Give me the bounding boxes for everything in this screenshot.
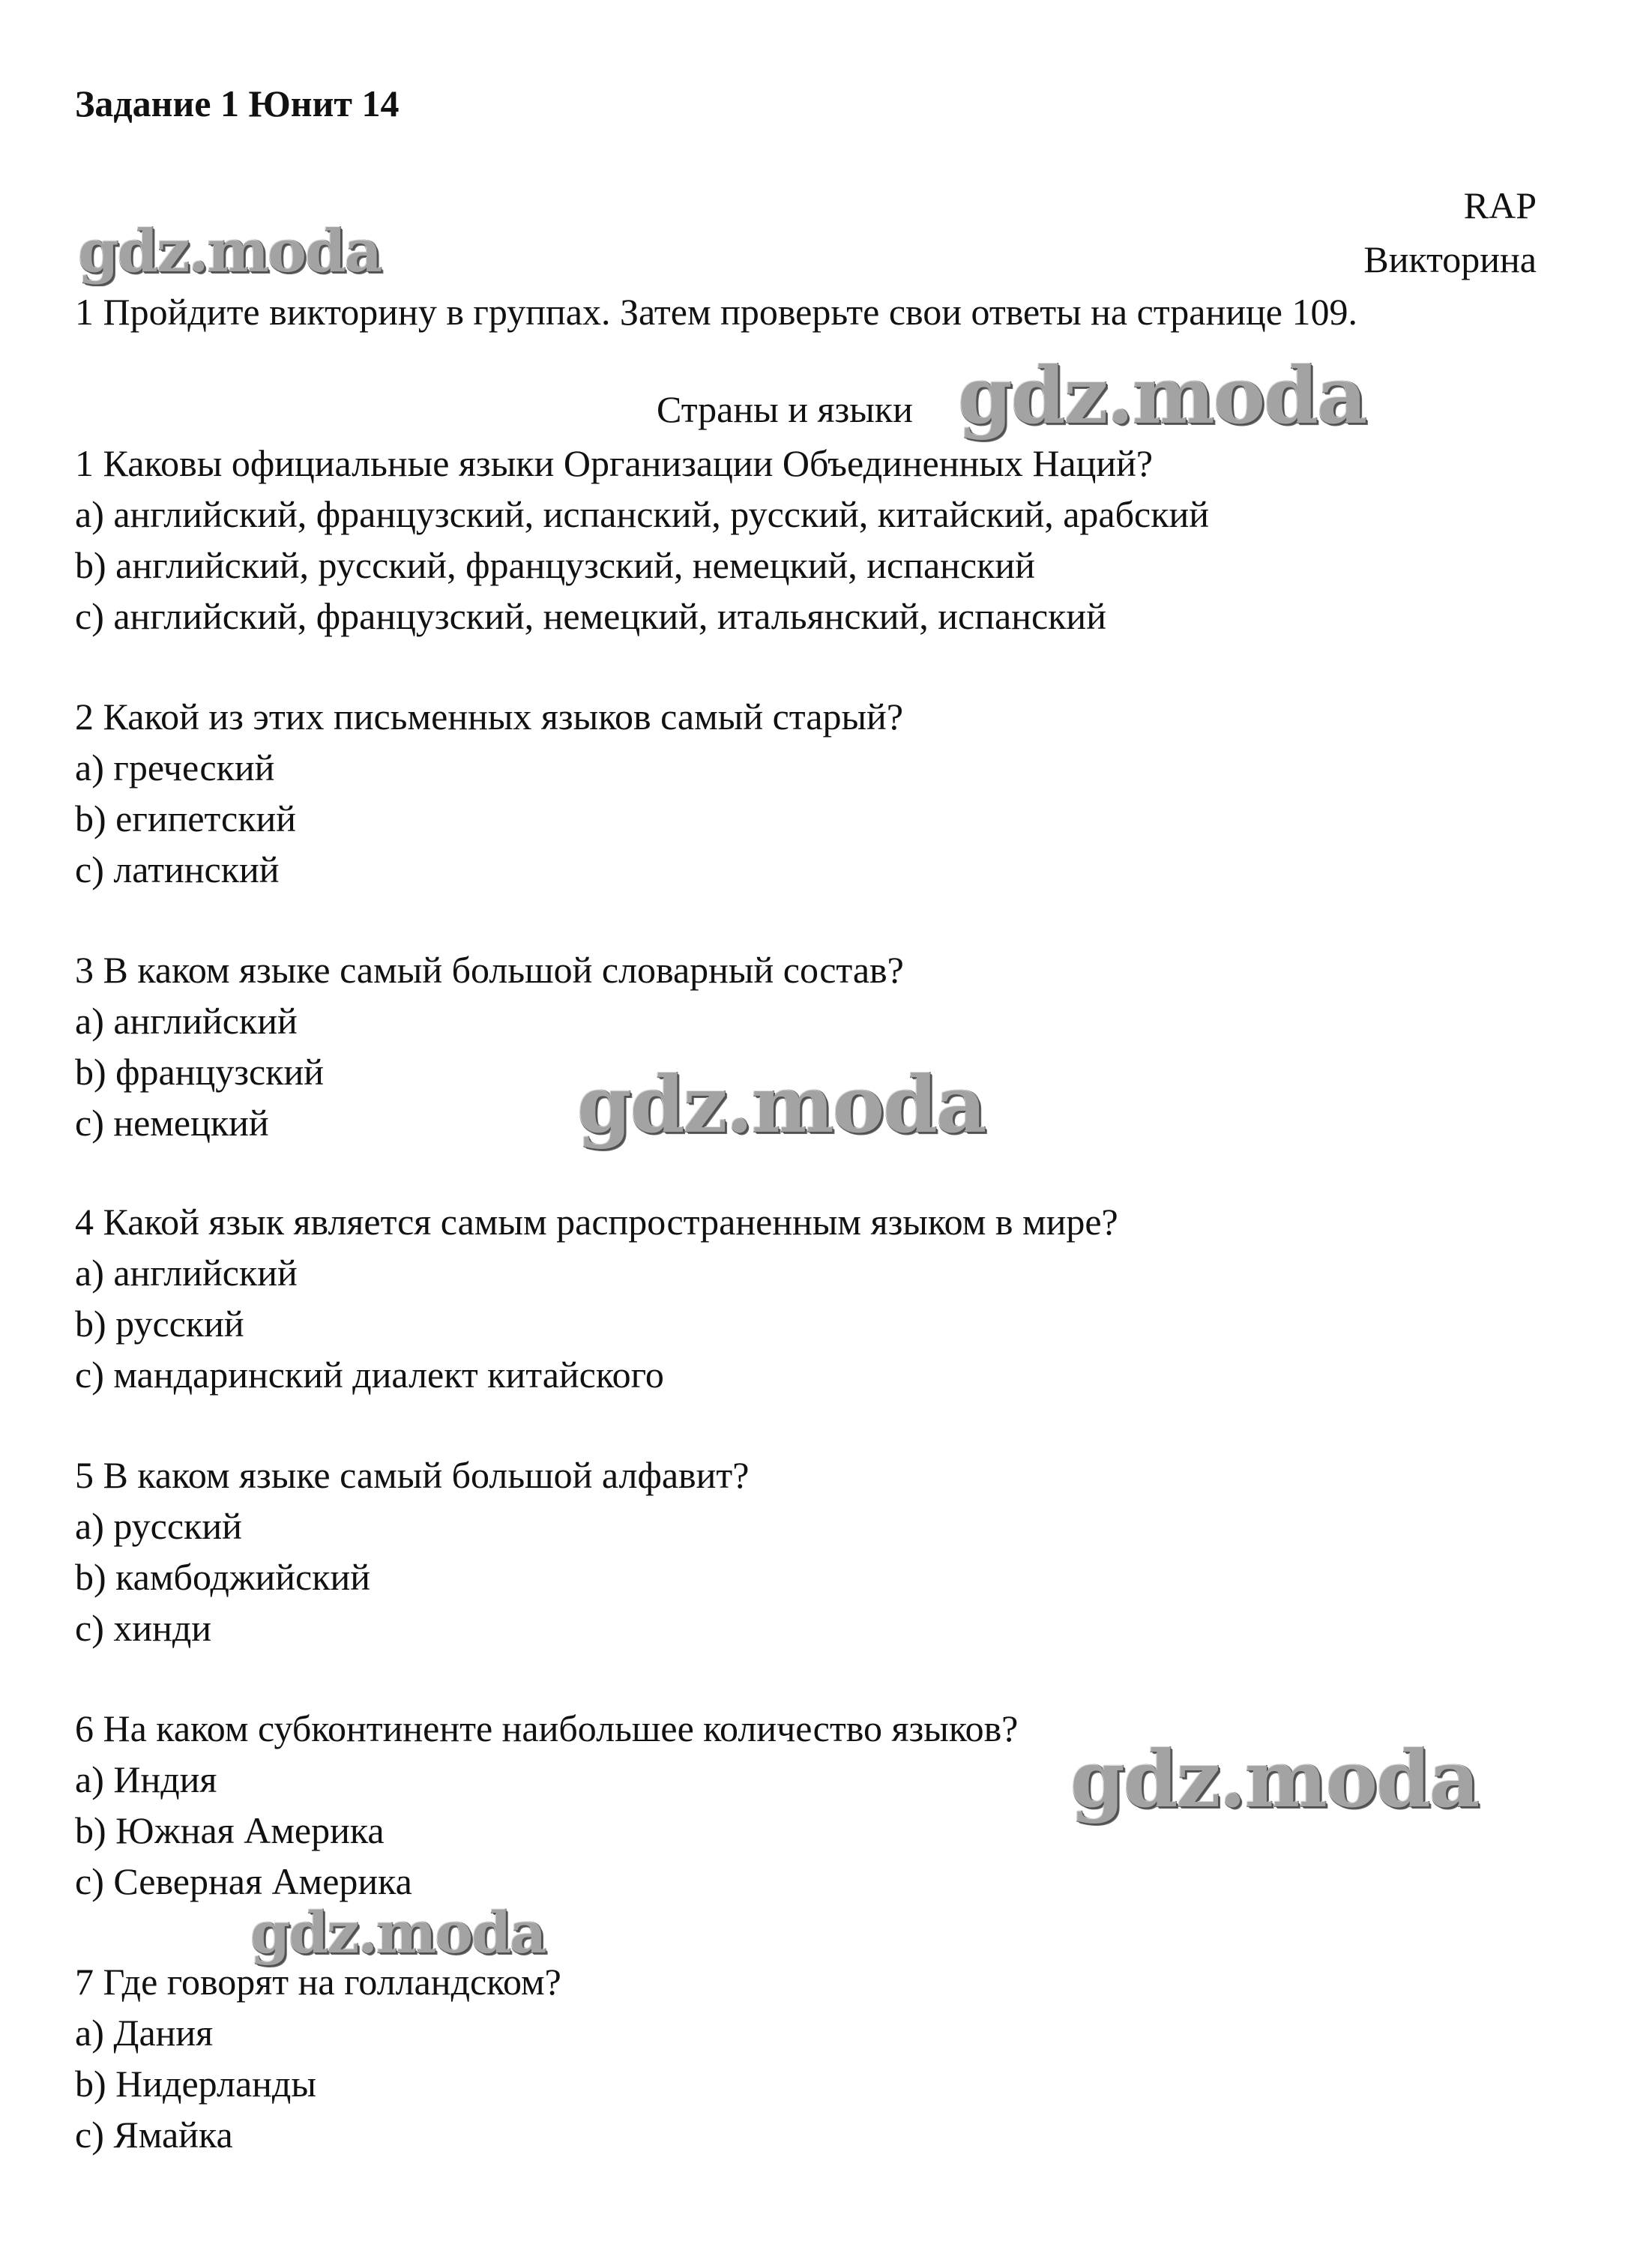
answer-option: a) английский: [75, 1252, 298, 1294]
answer-option: c) латинский: [75, 848, 280, 890]
quiz-label: Викторина: [1363, 238, 1537, 280]
watermark-logo: gdz.moda: [577, 1058, 986, 1150]
task-heading: Задание 1 Юнит 14: [75, 82, 400, 124]
answer-option: c) хинди: [75, 1607, 212, 1649]
watermark-logo: gdz.moda: [78, 217, 382, 286]
instruction-text: 1 Пройдите викторину в группах. Затем проверьте свои ответы на странице 109.: [75, 291, 1357, 333]
question-text: 2 Какой из этих письменных языков самый старый?: [75, 696, 904, 738]
question-text: 6 На каком субконтиненте наибольшее количество языков?: [75, 1707, 1019, 1749]
rap-label: RAP: [1463, 184, 1537, 226]
question-text: 1 Каковы официальные языки Организации Объединенных Наций?: [75, 442, 1154, 484]
watermark-logo: gdz.moda: [958, 349, 1366, 441]
answer-option: b) камбоджийский: [75, 1556, 371, 1598]
question-text: 5 В каком языке самый большой алфавит?: [75, 1454, 750, 1496]
answer-option: c) английский, французский, немецкий, итальянский, испанский: [75, 595, 1106, 637]
answer-option: a) английский, французский, испанский, русский, китайский, арабский: [75, 493, 1210, 535]
watermark-logo: gdz.moda: [250, 1899, 546, 1966]
answer-option: b) Южная Америка: [75, 1809, 385, 1851]
question-text: 4 Какой язык является самым распространенным языком в мире?: [75, 1201, 1118, 1243]
answer-option: b) французский: [75, 1051, 325, 1093]
watermark-logo: gdz.moda: [1070, 1733, 1479, 1825]
answer-option: a) греческий: [75, 747, 275, 788]
answer-option: b) русский: [75, 1303, 244, 1345]
answer-option: c) немецкий: [75, 1102, 269, 1144]
answer-option: c) Северная Америка: [75, 1860, 412, 1902]
question-text: 3 В каком языке самый большой словарный состав?: [75, 949, 904, 991]
answer-option: c) мандаринский диалект китайского: [75, 1354, 664, 1396]
answer-option: a) английский: [75, 1000, 298, 1042]
answer-option: b) английский, русский, французский, немецкий, испанский: [75, 544, 1035, 586]
answer-option: a) русский: [75, 1505, 242, 1547]
answer-option: a) Индия: [75, 1758, 217, 1800]
answer-option: c) Ямайка: [75, 2114, 233, 2156]
section-title: Страны и языки: [657, 388, 913, 430]
answer-option: a) Дания: [75, 2012, 214, 2054]
answer-option: b) Нидерланды: [75, 2063, 316, 2105]
question-text: 7 Где говорят на голландском?: [75, 1961, 561, 2003]
answer-option: b) египетский: [75, 797, 297, 839]
